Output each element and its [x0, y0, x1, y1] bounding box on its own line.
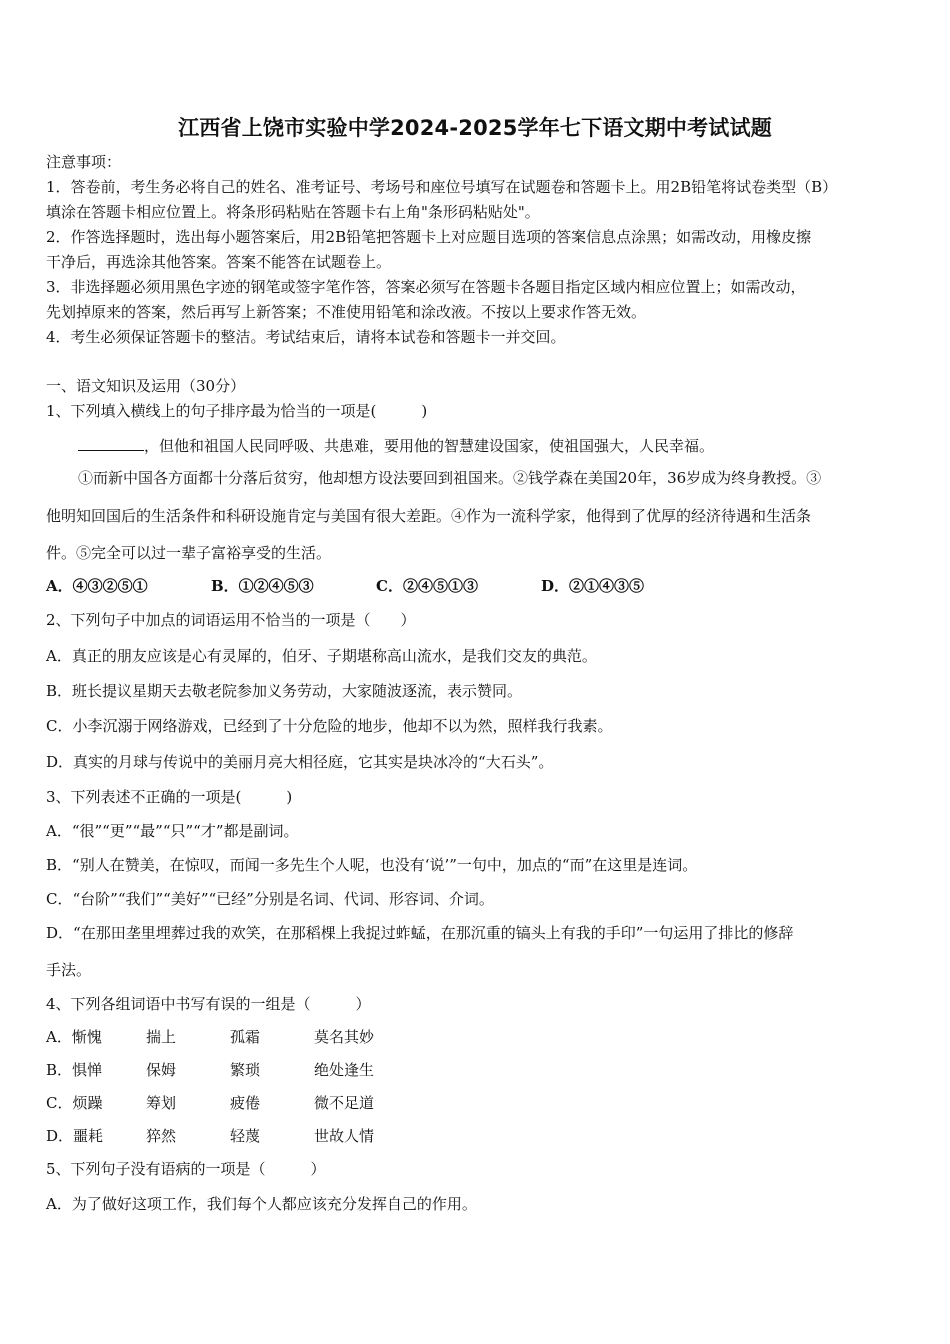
word-cell: 疲倦 — [230, 1094, 261, 1112]
word-cell: 绝处逢生 — [314, 1061, 375, 1079]
word-cell: 揣上 — [146, 1028, 177, 1046]
word-cell: 轻蔑 — [230, 1127, 261, 1145]
option-b: B．“别人在赞美，在惊叹，而闻一多先生个人呢，也没有‘说’”一句中，加点的“而”在这里是连词。 — [46, 856, 698, 874]
option-c: C．“台阶”“我们”“美好”“已经”分别是名词、代词、形容词、介词。 — [46, 890, 494, 908]
option-d: D．②①④③⑤ — [541, 577, 645, 595]
notice-line: 4．考生必须保证答题卡的整洁。考试结束后，请将本试卷和答题卡一并交回。 — [46, 328, 566, 346]
sentence-text: ，但他和祖国人民同呼吸、共患难，要用他的智慧建设国家，使祖国强大，人民幸福。 — [144, 437, 715, 455]
word-cell: 微不足道 — [314, 1094, 375, 1112]
question-2-stem: 2、下列句子中加点的词语运用不恰当的一项是（ ） — [46, 611, 416, 629]
word-cell: 保姆 — [146, 1061, 177, 1079]
notice-line: 3．非选择题必须用黑色字迹的钢笔或签字笔作答，答案必须写在答题卡各题目指定区域内相应位置上；如需改动， — [46, 278, 806, 296]
question-1-passage-line: 件。⑤完全可以过一辈子富裕享受的生活。 — [46, 544, 332, 562]
notice-line: 2．作答选择题时，选出每小题答案后，用2B铅笔把答题卡上对应题目选项的答案信息点涂黑；如需改动，用橡皮擦 — [46, 228, 812, 246]
question-5-stem: 5、下列句子没有语病的一项是（ ） — [46, 1160, 326, 1178]
word-cell: 猝然 — [146, 1127, 177, 1145]
option-d: D．真实的月球与传说中的美丽月亮大相径庭，它其实是块冰冷的“大石头”。 — [46, 753, 554, 771]
question-1-passage-line: 他明知回国后的生活条件和科研设施肯定与美国有很大差距。④作为一流科学家，他得到了优厚的经济待遇和生活条 — [46, 507, 812, 525]
option-b: B．班长提议星期天去敬老院参加义务劳动，大家随波逐流，表示赞同。 — [46, 682, 523, 700]
notice-line: 干净后，再选涂其他答案。答案不能答在试题卷上。 — [46, 253, 392, 271]
question-1-sentence — [78, 436, 714, 455]
word-cell: B．惧惮 — [46, 1061, 103, 1079]
notice-line: 1．答卷前，考生务必将自己的姓名、准考证号、考场号和座位号填写在试题卷和答题卡上。用2B铅笔将试卷类型（B） — [46, 178, 838, 196]
word-cell: D．噩耗 — [46, 1127, 104, 1145]
exam-title: 江西省上饶市实验中学2024-2025学年七下语文期中考试试题 — [178, 116, 772, 140]
option-a: A．“很”“更”“最”“只”“才”都是副词。 — [46, 822, 299, 840]
word-cell: C．烦躁 — [46, 1094, 103, 1112]
word-cell: 繁琐 — [230, 1061, 261, 1079]
word-cell: 孤霜 — [230, 1028, 261, 1046]
question-3-stem: 3、下列表述不正确的一项是( ) — [46, 788, 293, 806]
notice-line: 填涂在答题卡相应位置上。将条形码粘贴在答题卡右上角"条形码粘贴处"。 — [46, 203, 540, 221]
option-a: A．④③②⑤① — [46, 577, 148, 595]
option-a: A．为了做好这项工作，我们每个人都应该充分发挥自己的作用。 — [46, 1195, 477, 1213]
fill-blank — [78, 436, 144, 451]
option-d: D．“在那田垄里埋葬过我的欢笑，在那稻棵上我捉过蚱蜢，在那沉重的镐头上有我的手印”一句运用了排比的修辞 — [46, 924, 794, 942]
option-c: C．小李沉溺于网络游戏，已经到了十分危险的地步，他却不以为然，照样我行我素。 — [46, 717, 613, 735]
word-cell: 莫名其妙 — [314, 1028, 375, 1046]
option-d-continued: 手法。 — [46, 961, 92, 979]
option-c: C．②④⑤①③ — [376, 577, 478, 595]
option-a: A．真正的朋友应该是心有灵犀的，伯牙、子期堪称高山流水，是我们交友的典范。 — [46, 647, 597, 665]
word-cell: A．惭愧 — [46, 1028, 102, 1046]
question-1-stem: 1、下列填入横线上的句子排序最为恰当的一项是( ) — [46, 402, 428, 420]
notice-heading: 注意事项： — [46, 153, 122, 171]
word-cell: 世故人情 — [314, 1127, 375, 1145]
option-b: B．①②④⑤③ — [211, 577, 314, 595]
section-heading: 一、语文知识及运用（30分） — [46, 377, 246, 395]
question-1-passage-line: ①而新中国各方面都十分落后贫穷，他却想方设法要回到祖国来。②钱学森在美国20年，36岁成为终身教授。③ — [78, 469, 822, 487]
word-cell: 筹划 — [146, 1094, 177, 1112]
question-4-stem: 4、下列各组词语中书写有误的一组是（ ） — [46, 995, 371, 1013]
notice-line: 先划掉原来的答案，然后再写上新答案；不准使用铅笔和涂改液。不按以上要求作答无效。 — [46, 303, 647, 321]
